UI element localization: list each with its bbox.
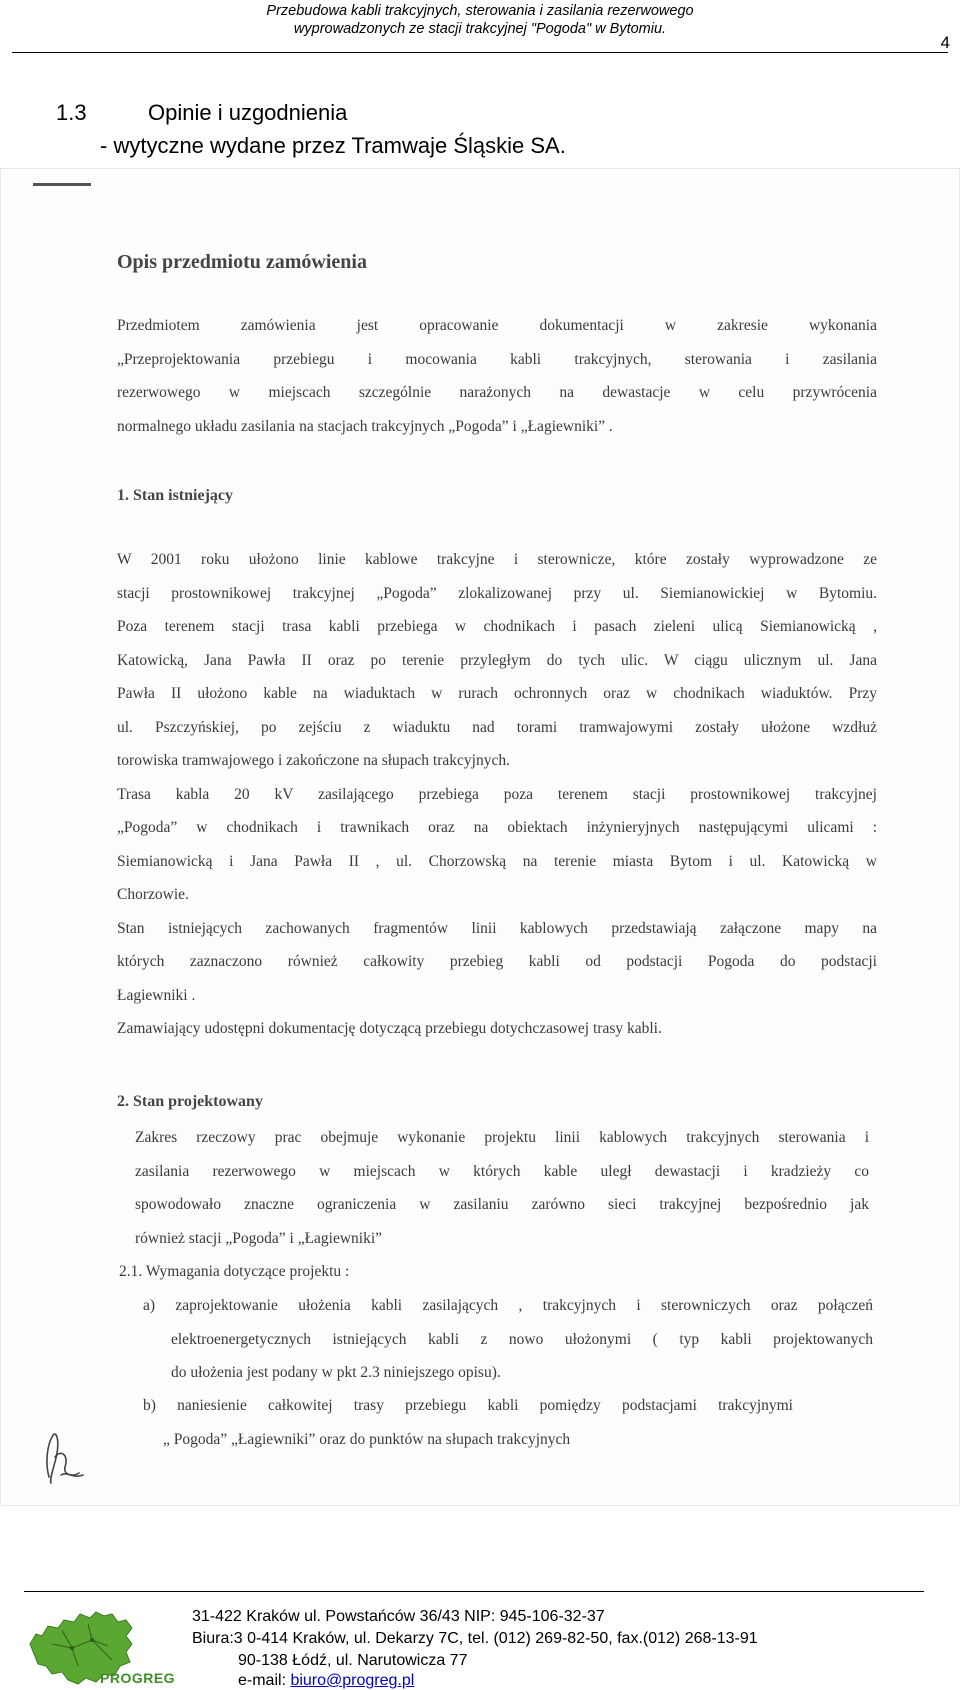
requirement-item-b xyxy=(143,1389,793,1456)
text-line: których zaznaczono również całkowity przebieg kabli od podstacji Pogoda do podstacji xyxy=(117,953,877,970)
signature-icon xyxy=(39,1427,89,1487)
text-line: Pawła II ułożono kable na wiaduktach w rurach ochronnych oraz w chodnikach wiaduktów. Przy xyxy=(117,685,877,702)
text-line: „Przeprojektowania przebiegu i mocowania kabli trakcyjnych, sterowania i zasilania xyxy=(117,350,877,368)
text-line: Stan istniejących zachowanych fragmentów linii kablowych przedstawiają załączone mapy na xyxy=(117,919,877,937)
scan-title: Opis przedmiotu zamówienia xyxy=(117,251,367,273)
text-line: Przedmiotem zamówienia jest opracowanie dokumentacji w zakresie wykonania xyxy=(117,317,877,334)
scanned-document xyxy=(0,168,960,1506)
designed-state-paragraph xyxy=(135,1121,869,1255)
text-line: b) naniesienie całkowitej trasy przebiegu kabli pomiędzy podstacjami trakcyjnymi xyxy=(143,1397,793,1414)
email-link[interactable]: biuro@progreg.pl xyxy=(290,1672,415,1689)
footer-address-line-1: 31-422 Kraków ul. Powstańców 36/43 NIP: 945-106-32-37 xyxy=(192,1608,605,1625)
requirements-heading xyxy=(119,1255,869,1289)
heading-designed-state: 2. Stan projektowany xyxy=(117,1093,263,1110)
text-line: Poza terenem stacji trasa kabli przebiega w chodnikach i pasach zieleni ulicą Siemianowicką , xyxy=(117,618,877,635)
text-line: a) zaprojektowanie ułożenia kabli zasilających , trakcyjnych i sterowniczych oraz połączeń xyxy=(143,1297,873,1314)
section-heading xyxy=(56,100,347,126)
page-number: 4 xyxy=(940,33,950,52)
footer-divider xyxy=(24,1591,924,1592)
text-line: spowodowało znaczne ograniczenia w zasilaniu zarówno sieci trakcyjnej bezpośrednio jak xyxy=(135,1196,869,1213)
text-line: zasilania rezerwowego w miejscach w których kable uległ dewastacji i kradzieży co xyxy=(135,1162,869,1180)
scan-mark xyxy=(33,183,91,186)
footer-address-line-3: 90-138 Łódź, ul. Narutowicza 77 xyxy=(238,1652,468,1669)
heading-existing-state: 1. Stan istniejący xyxy=(117,487,233,504)
text-line: Zamawiający udostępni dokumentację dotyczącą przebiegu dotychczasowej trasy kabli. xyxy=(117,1020,662,1037)
text-line: Chorzowie. xyxy=(117,886,189,903)
text-line: elektroenergetycznych istniejących kabli z nowo ułożonymi ( typ kabli projektowanych xyxy=(171,1330,873,1348)
text-line: Zakres rzeczowy prac obejmuje wykonanie projektu linii kablowych trakcyjnych sterowania i xyxy=(135,1129,869,1146)
text-line: Siemianowicką i Jana Pawła II , ul. Chorzowską na terenie miasta Bytom i ul. Katowicką w xyxy=(117,852,877,870)
text-line: „Pogoda” w chodnikach i trawnikach oraz na obiektach inżynieryjnych następującymi ulicami : xyxy=(117,819,877,836)
email-label: e-mail: xyxy=(238,1672,291,1689)
footer-email-line xyxy=(238,1671,414,1690)
text-line: 2.1. Wymagania dotyczące projektu : xyxy=(119,1263,350,1280)
header-line-2: wyprowadzonych ze stacji trakcyjnej "Pogoda" w Bytomiu. xyxy=(293,21,667,37)
text-line: również stacji „Pogoda” i „Łagiewniki” xyxy=(135,1229,383,1247)
text-line: stacji prostownikowej trakcyjnej „Pogoda” zlokalizowanej przy ul. Siemianowickiej w Bytomiu. xyxy=(117,584,877,602)
text-line: W 2001 roku ułożono linie kablowe trakcyjne i sterownicze, które zostały wyprowadzone ze xyxy=(117,551,877,568)
text-line: normalnego układu zasilania na stacjach trakcyjnych „Pogoda” i „Łagiewniki” . xyxy=(117,417,613,435)
section-number: 1.3 xyxy=(56,100,87,125)
text-line: Katowicką, Jana Pawła II oraz po terenie przyległym do tych ulic. W ciągu ulicznym ul. Jana xyxy=(117,651,877,669)
text-line: do ułożenia jest podany w pkt 2.3 niniejszego opisu). xyxy=(171,1364,501,1381)
text-line: torowiska tramwajowego i zakończone na słupach trakcyjnych. xyxy=(117,752,510,769)
header-divider xyxy=(12,52,948,53)
page-header xyxy=(0,0,960,54)
existing-state-paragraph xyxy=(117,543,877,1046)
text-line: rezerwowego w miejscach szczególnie narażonych na dewastacje w celu przywrócenia xyxy=(117,384,877,401)
header-line-1: Przebudowa kabli trakcyjnych, sterowania i zasilania rezerwowego xyxy=(266,3,694,19)
logo-text: PROGREG xyxy=(100,1670,176,1686)
intro-paragraph xyxy=(117,309,877,443)
text-line: Trasa kabla 20 kV zasilającego przebiega poza terenem stacji prostownikowej trakcyjnej xyxy=(117,785,877,803)
footer-address-line-2: Biura:3 0-414 Kraków, ul. Dekarzy 7C, tel. (012) 269-82-50, fax.(012) 268-13-91 xyxy=(192,1630,758,1647)
section-title: Opinie i uzgodnienia xyxy=(148,100,348,125)
text-line: „ Pogoda” „Łagiewniki” oraz do punktów na słupach trakcyjnych xyxy=(163,1430,571,1448)
requirement-item-a xyxy=(143,1289,873,1390)
text-line: ul. Pszczyńskiej, po zejściu z wiaduktu nad torami tramwajowymi zostały ułożone wzdłuż xyxy=(117,718,877,736)
text-line: Łagiewniki . xyxy=(117,986,196,1004)
section-subtitle: - wytyczne wydane przez Tramwaje Śląskie SA. xyxy=(100,133,566,158)
